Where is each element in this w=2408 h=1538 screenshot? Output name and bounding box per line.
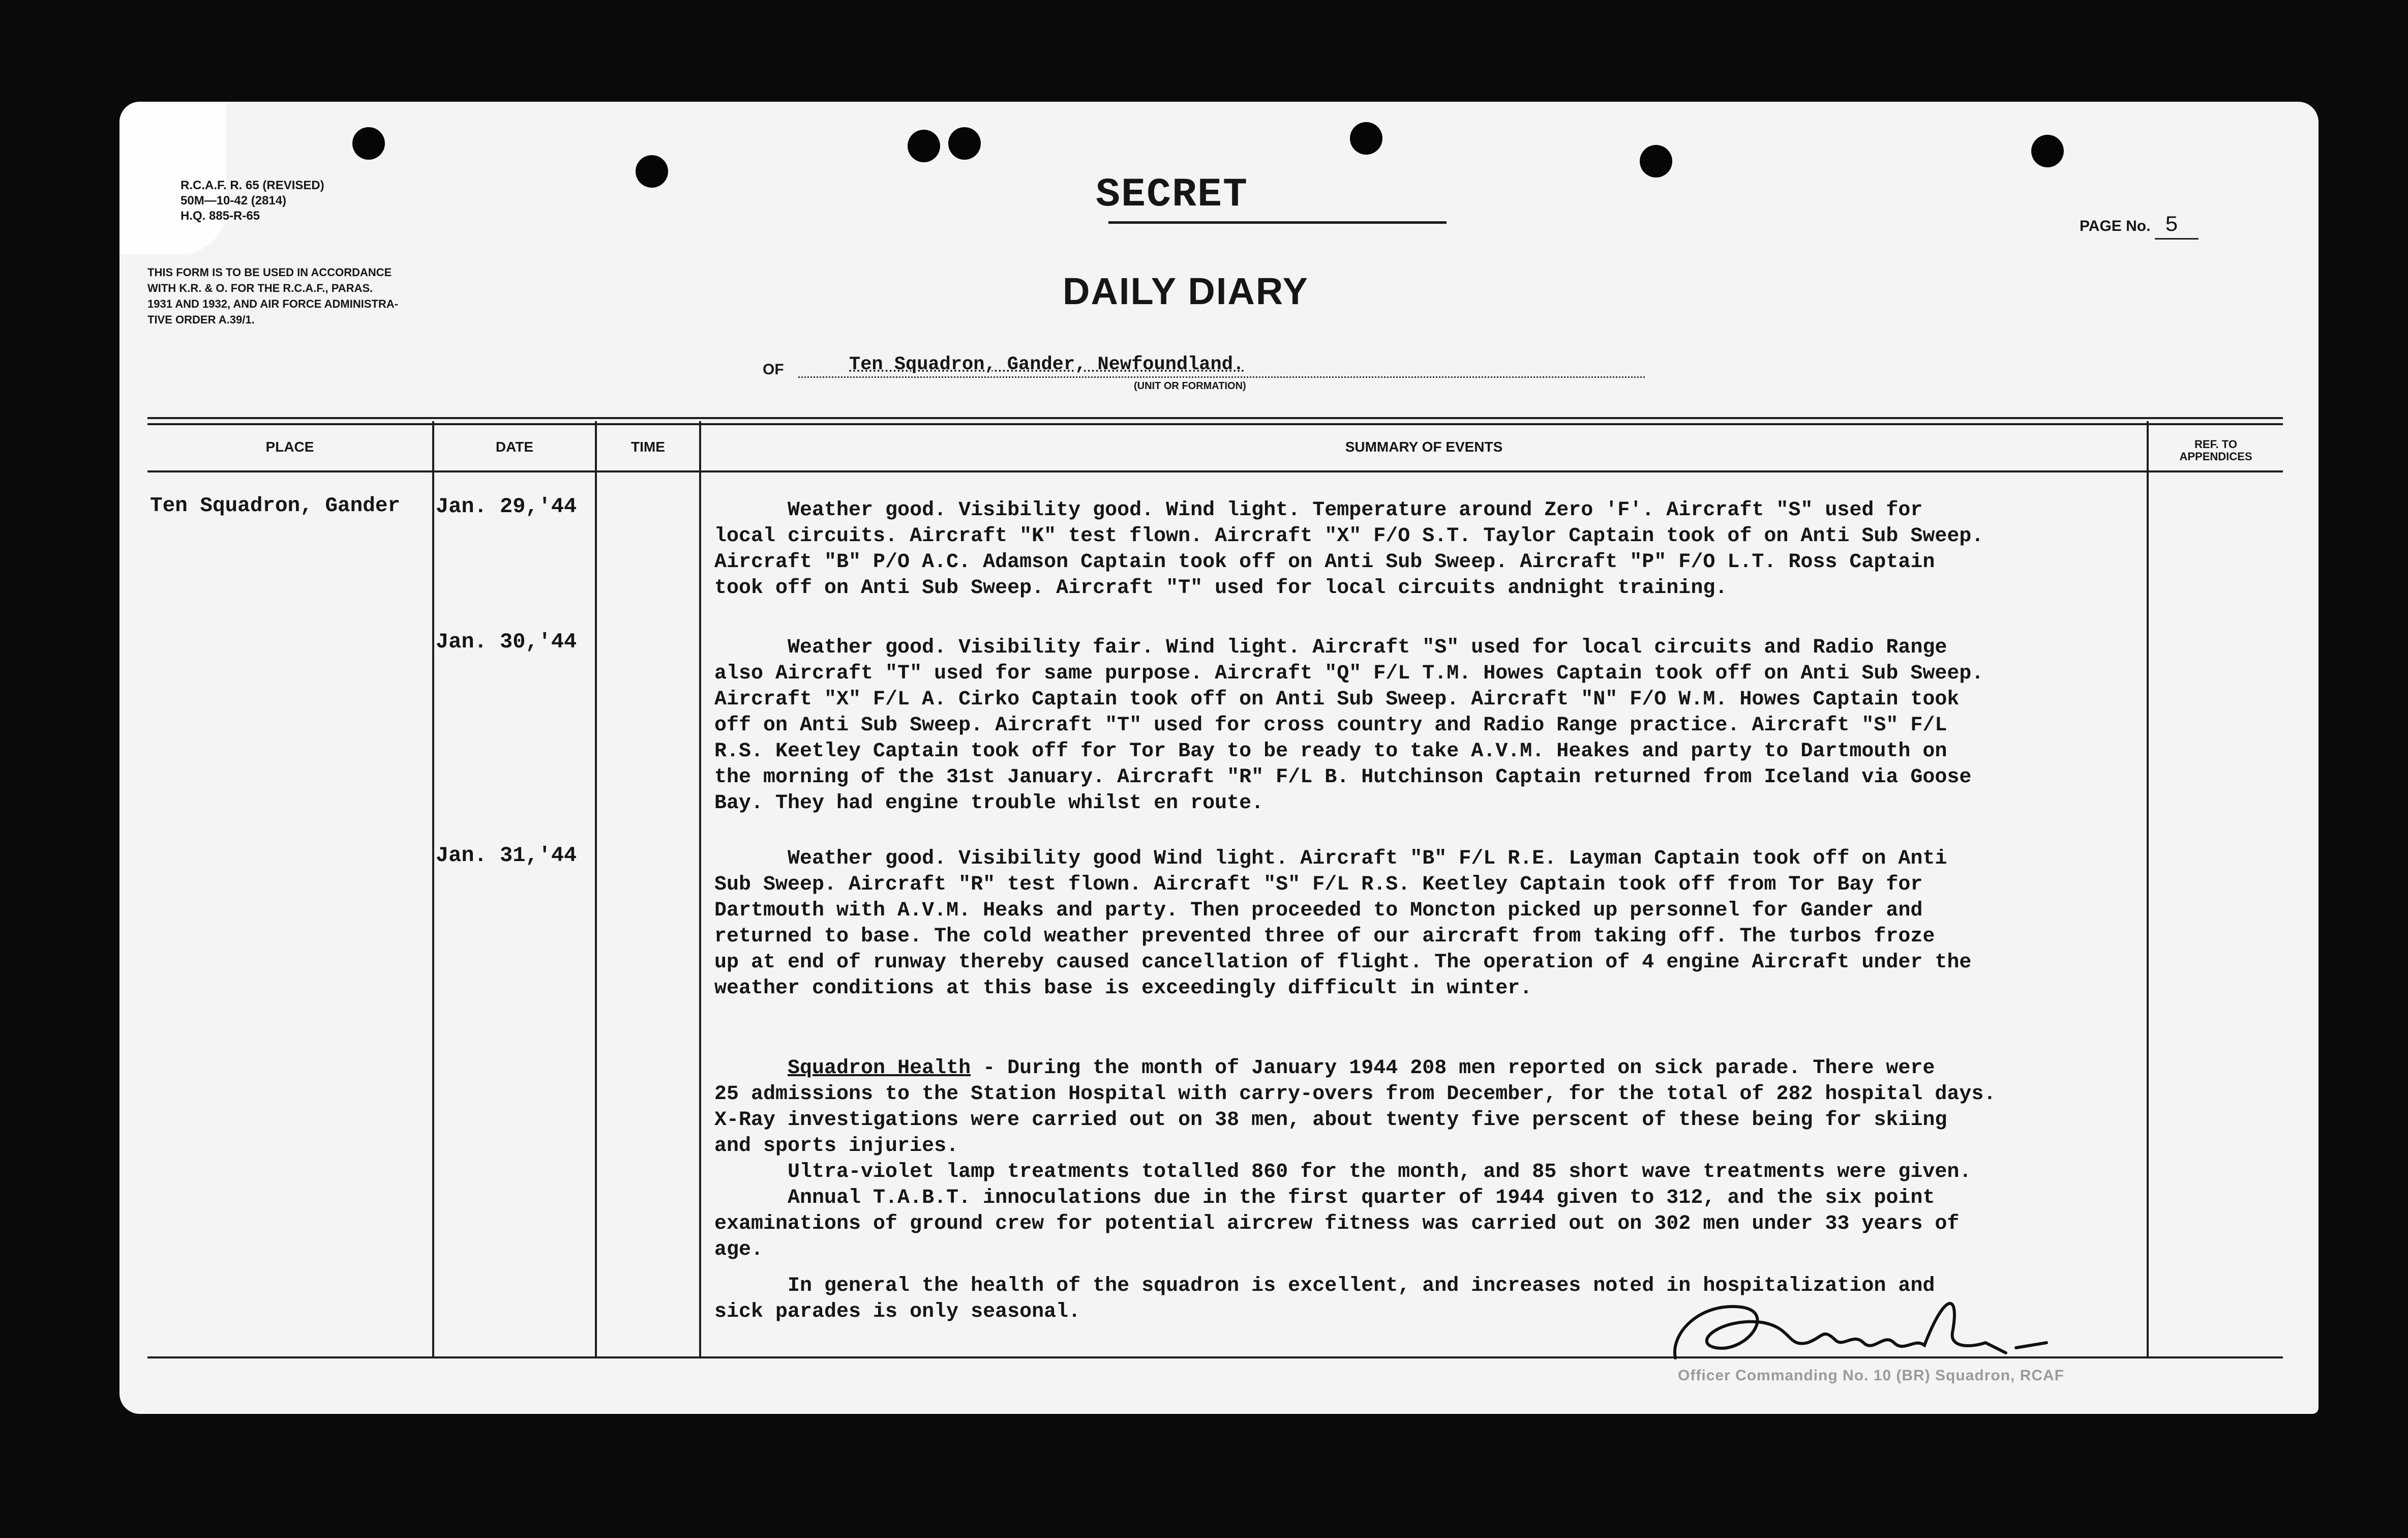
unit-caption: (UNIT OR FORMATION) [1134, 380, 1246, 392]
entry-line: and sports injuries. [714, 1135, 959, 1158]
health-heading: Squadron Health [788, 1057, 971, 1080]
header-bottom-rule [147, 470, 2283, 472]
col-divider-time [699, 421, 701, 1358]
entry-line: the morning of the 31st January. Aircraft "R" F/L B. Hutchinson Captain returned from Iceland via Goose [714, 766, 1972, 789]
entry-line: R.S. Keetley Captain took off for Tor Bay to be ready to take A.V.M. Heakes and party to Dartmouth on [714, 740, 1947, 763]
form-instructions: THIS FORM IS TO BE USED IN ACCORDANCE WITH K.R. & O. FOR THE R.C.A.F., PARAS. 1931 AND 1932, AND AIR FORCE ADMINISTRA- TIVE ORDER A.39/1. [147, 266, 399, 326]
punch-hole-4 [948, 127, 981, 160]
health-line-1 [714, 1055, 2133, 1081]
date-cell-3: Jan. 31,'44 [436, 843, 577, 868]
signature-caption: Officer Commanding No. 10 (BR) Squadron, RCAF [1678, 1367, 2065, 1384]
punch-hole-1 [352, 127, 385, 160]
unit-name: Ten Squadron, Gander, Newfoundland. [849, 354, 1245, 375]
entry-line: Weather good. Visibility good Wind light. Aircraft "B" F/L R.E. Layman Captain took off on Anti [714, 847, 1947, 870]
form-ref-line-1: R.C.A.F. R. 65 (REVISED) [180, 179, 324, 192]
health-line-1-text: - During the month of January 1944 208 men reported on sick parade. There were [971, 1057, 1935, 1080]
entry-line: Weather good. Visibility good. Wind light. Temperature around Zero 'F'. Aircraft "S" used for [714, 499, 1923, 522]
punch-hole-2 [636, 155, 668, 188]
entry-line: 25 admissions to the Station Hospital with carry-overs from December, for the total of 282 hospital days. [714, 1083, 1996, 1106]
page-number-value: 5 [2155, 213, 2199, 240]
col-header-appendices-line-2: APPENDICES [2179, 450, 2252, 463]
form-ref-line-3: H.Q. 885-R-65 [180, 209, 260, 223]
place-cell: Ten Squadron, Gander [150, 494, 401, 518]
col-divider-date [595, 421, 597, 1358]
entry-line: Bay. They had engine trouble whilst en route. [714, 792, 1264, 815]
entry-line: Sub Sweep. Aircraft "R" test flown. Aircraft "S" F/L R.S. Keetley Captain took off from Tor Bay for [714, 873, 1923, 896]
entry-line: Ultra-violet lamp treatments totalled 860 for the month, and 85 short wave treatments were given. [714, 1161, 1972, 1184]
entry-line: Weather good. Visibility fair. Wind light. Aircraft "S" used for local circuits and Radio Range [714, 636, 1947, 659]
col-divider-place [432, 421, 434, 1358]
punch-hole-6 [1640, 145, 1672, 178]
entry-line: Dartmouth with A.V.M. Heaks and party. Then proceeded to Moncton picked up personnel for Gander and [714, 899, 1923, 922]
diary-page [119, 102, 2319, 1414]
entry-jan-31 [714, 846, 2133, 1001]
date-cell-1: Jan. 29,'44 [436, 494, 577, 519]
unit-dotted-line [798, 376, 1645, 378]
entry-line: sick parades is only seasonal. [714, 1300, 1081, 1323]
handwritten-signature [1660, 1271, 2169, 1373]
punch-hole-3 [908, 130, 940, 162]
form-reference [180, 178, 324, 224]
entry-jan-29 [714, 497, 2133, 601]
date-cell-2: Jan. 30,'44 [436, 630, 577, 654]
entry-line: up at end of runway thereby caused cancellation of flight. The operation of 4 engine Aircraft under the [714, 951, 1972, 974]
col-divider-summary [2147, 421, 2149, 1358]
entry-line: age. [714, 1238, 764, 1261]
entry-line: X-Ray investigations were carried out on 38 men, about twenty five perscent of these being for skiing [714, 1109, 1947, 1132]
entry-line: returned to base. The cold weather prevented three of our aircraft from taking off. The turbos froze [714, 925, 1935, 948]
security-classification: SECRET [1096, 172, 1249, 218]
entry-line: In general the health of the squadron is excellent, and increases noted in hospitalization and [714, 1275, 1935, 1297]
table-top-rule-2 [147, 423, 2283, 425]
entry-line: off on Anti Sub Sweep. Aircraft "T" used for cross country and Radio Range practice. Aircraft "S" F/L [714, 714, 1947, 737]
unit-label: OF [763, 361, 784, 378]
entry-line: weather conditions at this base is exceedingly difficult in winter. [714, 977, 1532, 1000]
classification-underline [1108, 221, 1447, 224]
table-top-rule [147, 417, 2283, 419]
page-number [2080, 213, 2199, 238]
form-ref-line-2: 50M—10-42 (2814) [180, 194, 287, 208]
page-number-label: PAGE No. [2080, 218, 2151, 234]
col-header-time: TIME [631, 439, 665, 455]
col-header-place: PLACE [265, 439, 314, 455]
punch-hole-7 [2031, 135, 2064, 167]
col-header-date: DATE [495, 439, 534, 455]
health-indent [714, 1057, 788, 1080]
entry-line: local circuits. Aircraft "K" test flown. Aircraft "X" F/O S.T. Taylor Captain took of on Anti Sub Sweep. [714, 525, 1984, 548]
page-title: DAILY DIARY [1063, 270, 1309, 312]
entry-line: Aircraft "B" P/O A.C. Adamson Captain took off on Anti Sub Sweep. Aircraft "P" F/O L.T. Ross Captain [714, 551, 1935, 574]
entry-line: also Aircraft "T" used for same purpose. Aircraft "Q" F/L T.M. Howes Captain took off on Anti Sub Sweep. [714, 662, 1984, 685]
entry-line: examinations of ground crew for potential aircrew fitness was carried out on 302 men under 33 years of [714, 1212, 1960, 1235]
col-header-appendices [2152, 438, 2279, 463]
entry-line: Aircraft "X" F/L A. Cirko Captain took off on Anti Sub Sweep. Aircraft "N" F/O W.M. Howes Captain took [714, 688, 1960, 711]
entry-line: Annual T.A.B.T. innoculations due in the first quarter of 1944 given to 312, and the six point [714, 1187, 1935, 1209]
entry-jan-30 [714, 635, 2133, 816]
col-header-summary: SUMMARY OF EVENTS [1345, 439, 1503, 455]
entry-line: took off on Anti Sub Sweep. Aircraft "T" used for local circuits andnight training. [714, 577, 1728, 600]
punch-hole-5 [1350, 122, 1382, 155]
col-header-appendices-line-1: REF. TO [2194, 438, 2237, 451]
